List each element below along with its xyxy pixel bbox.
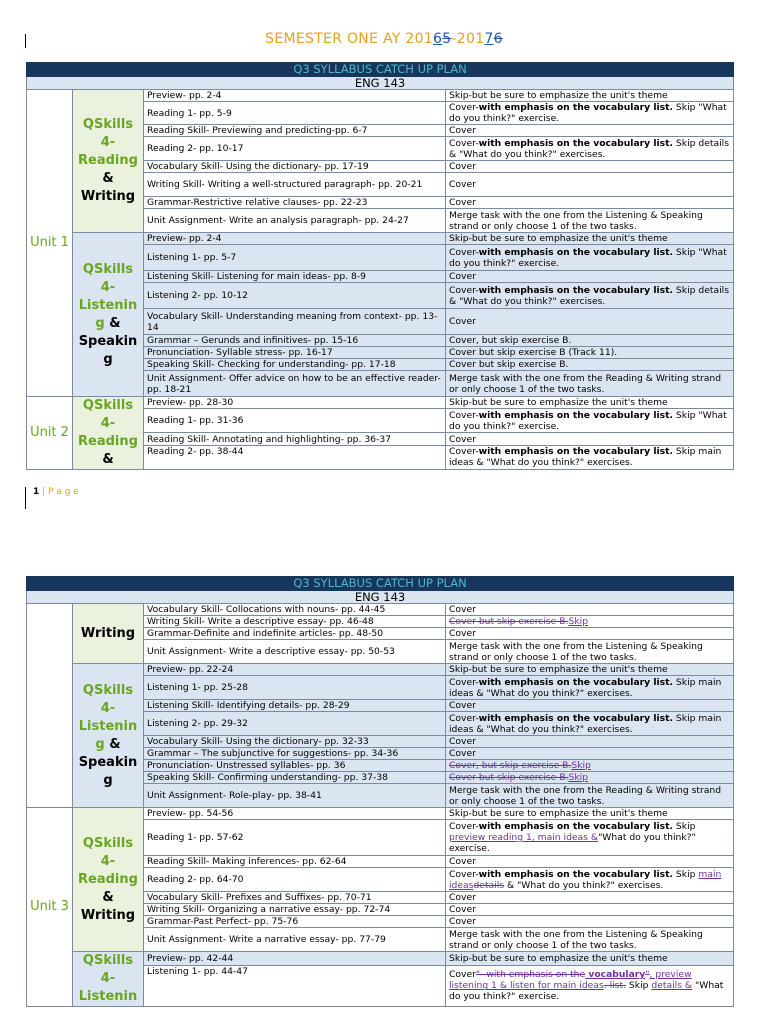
table-row-note: Skip-but be sure to emphasize the unit's theme (446, 233, 734, 245)
table-row-topic: Vocabulary Skill- Prefixes and Suffixes- pp. 70-71 (144, 892, 446, 904)
table-row-topic: Grammar-Restrictive relative clauses- pp. 22-23 (144, 197, 446, 209)
table-row-topic: Preview- pp. 28-30 (144, 397, 446, 409)
table-row-note: Cover-with emphasis on the vocabulary list. Skip "What do you think?" exercise. (446, 409, 734, 433)
table-row-note: Skip-but be sure to emphasize the unit's theme (446, 664, 734, 676)
table-row-topic: Listening 2- pp. 29-32 (144, 712, 446, 736)
strand-label-reading: QSkills 4- Reading & Writing (73, 808, 144, 952)
table-row-topic: Preview- pp. 2-4 (144, 233, 446, 245)
table-row-note: Cover (446, 604, 734, 616)
table-row-topic: Vocabulary Skill- Using the dictionary- pp. 32-33 (144, 736, 446, 748)
strand-label-reading: QSkills 4- Reading & (73, 397, 144, 470)
semester-title: SEMESTER ONE AY 20165-20176 (265, 31, 503, 47)
table-row-note: Cover but skip exercise B.Skip (446, 616, 734, 628)
table-row-topic: Preview- pp. 2-4 (144, 90, 446, 102)
table-row-topic: Preview- pp. 42-44 (144, 952, 446, 966)
table-row-note: Merge task with the one from the Listening & Speaking strand or only choose 1 of the two tasks. (446, 928, 734, 952)
table-row-note: Skip-but be sure to emphasize the unit's theme (446, 90, 734, 102)
table-row-note: Skip-but be sure to emphasize the unit's theme (446, 397, 734, 409)
table-header: Q3 SYLLABUS CATCH UP PLAN (27, 577, 734, 591)
table-row-note: Cover-with emphasis on the vocabulary list. Skip main ideasdetails & "What do you think?" exercises. (446, 868, 734, 892)
unit-label: Unit 1 (27, 90, 73, 397)
table-row-topic: Reading Skill- Previewing and predicting-pp. 6-7 (144, 125, 446, 137)
course-code: ENG 143 (27, 77, 734, 90)
table-row-note: Skip-but be sure to emphasize the unit's theme (446, 808, 734, 820)
syllabus-table-2 (26, 576, 734, 1007)
table-row-topic: Vocabulary Skill- Collocations with nouns- pp. 44-45 (144, 604, 446, 616)
table-row-note: Cover (446, 736, 734, 748)
table-row-topic: Grammar – The subjunctive for suggestions- pp. 34-36 (144, 748, 446, 760)
table-row-topic: Reading Skill- Making inferences- pp. 62-64 (144, 856, 446, 868)
table-row-note: Cover-with emphasis on the vocabulary list. Skip "What do you think?" exercise. (446, 102, 734, 125)
table-row-note: Cover-with emphasis on the vocabulary list. Skip main ideas & "What do you think?" exercises. (446, 445, 734, 469)
table-row-note: Cover (446, 916, 734, 928)
table-row-topic: Reading 1- pp. 57-62 (144, 820, 446, 856)
syllabus-table-1 (26, 62, 734, 470)
table-row-topic: Listening Skill- Identifying details- pp. 28-29 (144, 700, 446, 712)
unit-label-empty (27, 604, 73, 808)
table-row-note: Cover, but skip exercise B. (446, 335, 734, 347)
table-row-note: Cover (446, 856, 734, 868)
table-row-topic: Reading 1- pp. 5-9 (144, 102, 446, 125)
table-row-topic: Grammar-Definite and indefinite articles- pp. 48-50 (144, 628, 446, 640)
table-row-note: Cover but skip exercise B. (446, 359, 734, 371)
table-row-note: Cover (446, 628, 734, 640)
table-row-topic: Writing Skill- Writing a well-structured paragraph- pp. 20-21 (144, 173, 446, 197)
table-row-note: Cover (446, 309, 734, 335)
table-row-note: Merge task with the one from the Reading & Writing strand or only choose 1 of the two tasks. (446, 784, 734, 808)
table-row-note: Cover (446, 892, 734, 904)
table-row-topic: Listening 1- pp. 25-28 (144, 676, 446, 700)
table-row-topic: Writing Skill- Organizing a narrative essay- pp. 72-74 (144, 904, 446, 916)
strand-label-listening: QSkills 4- Listenin g & Speakin g (73, 233, 144, 397)
table-row-note: Cover, but skip exercise B.Skip (446, 760, 734, 772)
table-row-note: Cover-with emphasis on the vocabulary list. Skip details & "What do you think?" exercises. (446, 283, 734, 309)
table-row-topic: Preview- pp. 54-56 (144, 808, 446, 820)
table-row-topic: Speaking Skill- Checking for understanding- pp. 17-18 (144, 359, 446, 371)
table-row-topic: Listening 2- pp. 10-12 (144, 283, 446, 309)
table-row-note: Cover-with emphasis on the vocabulary list. Skip main ideas & "What do you think?" exercises. (446, 676, 734, 700)
table-row-note: Cover but skip exercise B.Skip (446, 772, 734, 784)
table-row-topic: Unit Assignment- Write a descriptive essay- pp. 50-53 (144, 640, 446, 664)
strand-label-writing: Writing (73, 604, 144, 664)
table-row-topic: Unit Assignment- Write a narrative essay- pp. 77-79 (144, 928, 446, 952)
table-row-note: Cover (446, 700, 734, 712)
table-row-topic: Pronunciation- Unstressed syllables- pp. 36 (144, 760, 446, 772)
table-row-topic: Reading 2- pp. 64-70 (144, 868, 446, 892)
table-row-note: Cover (446, 197, 734, 209)
table-row-topic: Reading 2- pp. 38-44 (144, 445, 446, 469)
table-row-topic: Grammar – Gerunds and infinitives- pp. 15-16 (144, 335, 446, 347)
table-header: Q3 SYLLABUS CATCH UP PLAN (27, 63, 734, 77)
strand-label-listening: QSkills 4- Listenin g & Speakin g (73, 664, 144, 808)
table-row-note: Cover-with emphasis on the vocabulary list. Skip "What do you think?" exercise. (446, 245, 734, 271)
table-row-note: Cover (446, 433, 734, 445)
table-row-topic: Writing Skill- Write a descriptive essay- pp. 46-48 (144, 616, 446, 628)
table-row-topic: Listening Skill- Listening for main ideas- pp. 8-9 (144, 271, 446, 283)
table-row-note: Cover but skip exercise B (Track 11). (446, 347, 734, 359)
unit-label: Unit 2 (27, 397, 73, 470)
table-row-topic: Listening 1- pp. 5-7 (144, 245, 446, 271)
table-row-topic: Grammar-Past Perfect- pp. 75-76 (144, 916, 446, 928)
strand-label-listening: QSkills 4- Listenin (73, 952, 144, 1007)
table-row-topic: Reading 2- pp. 10-17 (144, 137, 446, 161)
table-row-note: Cover (446, 748, 734, 760)
strand-label-reading: QSkills 4- Reading & Writing (73, 90, 144, 233)
table-row-topic: Unit Assignment- Role-play- pp. 38-41 (144, 784, 446, 808)
table-row-note: Cover (446, 173, 734, 197)
table-row-note: Merge task with the one from the Reading & Writing strand or only choose 1 of the two tasks. (446, 371, 734, 397)
table-row-note: Cover (446, 161, 734, 173)
course-code: ENG 143 (27, 591, 734, 604)
table-row-note: Cover (446, 125, 734, 137)
unit-label: Unit 3 (27, 808, 73, 1007)
table-row-note: Cover (446, 271, 734, 283)
table-row-topic: Vocabulary Skill- Using the dictionary- pp. 17-19 (144, 161, 446, 173)
page-footer: 1 | P a g e (33, 487, 79, 497)
table-row-topic: Reading Skill- Annotating and highlighting- pp. 36-37 (144, 433, 446, 445)
table-row-topic: Speaking Skill- Confirming understanding- pp. 37-38 (144, 772, 446, 784)
table-row-note: Merge task with the one from the Listening & Speaking strand or only choose 1 of the two tasks. (446, 209, 734, 233)
table-row-topic: Pronunciation- Syllable stress- pp. 16-17 (144, 347, 446, 359)
table-row-note: Cover-with emphasis on the vocabulary list. Skip main ideas & "What do you think?" exercises. (446, 712, 734, 736)
table-row-note: Cover-with emphasis on the vocabulary list. Skip details & "What do you think?" exercises. (446, 137, 734, 161)
margin-mark-footer (25, 487, 26, 509)
table-row-topic: Preview- pp. 22-24 (144, 664, 446, 676)
table-row-note: Cover-with emphasis on the vocabulary list. Skip preview reading 1, main ideas &"What do you think?" exercise. (446, 820, 734, 856)
table-row-topic: Listening 1- pp. 44-47 (144, 965, 446, 1006)
table-row-note: Skip-but be sure to emphasize the unit's theme (446, 952, 734, 966)
table-row-topic: Unit Assignment- Write an analysis paragraph- pp. 24-27 (144, 209, 446, 233)
table-row-note: Cover"- with emphasis on the vocabulary", preview listening 1 & listen for main ideas. list. Skip details & "What do you think?" exercise. (446, 965, 734, 1006)
table-row-topic: Reading 1- pp. 31-36 (144, 409, 446, 433)
table-row-note: Merge task with the one from the Listening & Speaking strand or only choose 1 of the two tasks. (446, 640, 734, 664)
table-row-topic: Vocabulary Skill- Understanding meaning from context- pp. 13-14 (144, 309, 446, 335)
table-row-note: Cover (446, 904, 734, 916)
table-row-topic: Unit Assignment- Offer advice on how to be an effective reader- pp. 18-21 (144, 371, 446, 397)
